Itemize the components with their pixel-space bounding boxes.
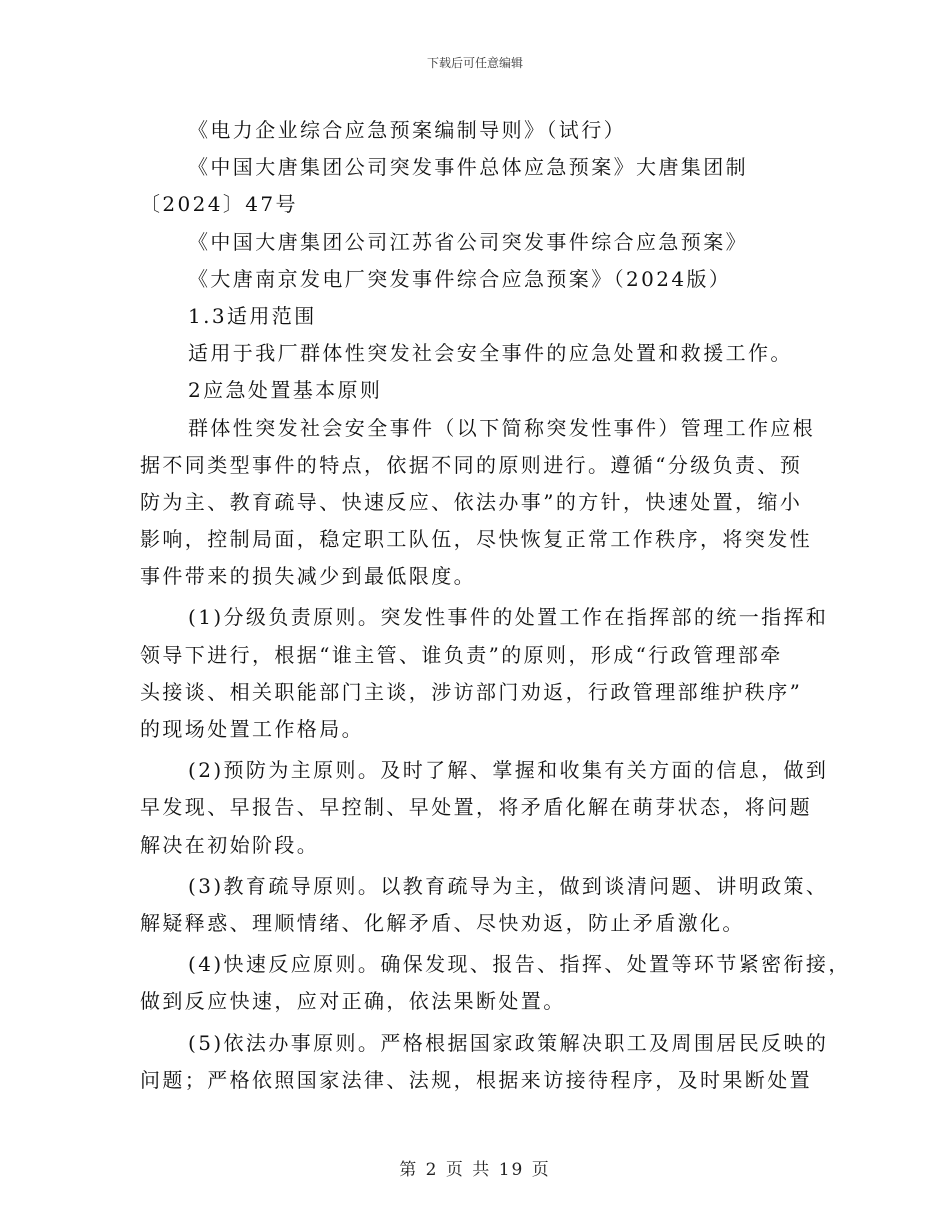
paragraph-line: 群体性突发社会安全事件（以下简称突发性事件）管理工作应根 bbox=[188, 415, 816, 440]
reference-line-continuation: 〔2024〕47号 bbox=[140, 192, 298, 217]
paragraph-line: 防为主、教育疏导、快速反应、依法办事”的方针，快速处置，缩小 bbox=[140, 489, 803, 514]
principle-line: 早发现、早报告、早控制、早处置，将矛盾化解在萌芽状态，将问题 bbox=[140, 795, 812, 820]
paragraph-line: 影响，控制局面，稳定职工队伍，尽快恢复正常工作秩序，将突发性 bbox=[140, 527, 812, 552]
principle-line: 的现场处置工作格局。 bbox=[140, 717, 364, 741]
page-footer: 第 2 页 共 19 页 bbox=[399, 1160, 551, 1180]
reference-line: 《中国大唐集团公司江苏省公司突发事件综合应急预案》 bbox=[188, 229, 748, 254]
principle-line: 领导下进行，根据“谁主管、谁负责”的原则，形成“行政管理部牵 bbox=[140, 642, 783, 667]
document-body bbox=[140, 112, 851, 1099]
principle-line: 头接谈、相关职能部门主谈，涉访部门劝返，行政管理部维护秩序” bbox=[140, 679, 803, 704]
principle-line: (4)快速反应原则。确保发现、报告、指挥、处置等环节紧密衔接， bbox=[188, 952, 851, 977]
principle-line: 做到反应快速，应对正确，依法果断处置。 bbox=[140, 989, 566, 1014]
reference-line: 《电力企业综合应急预案编制导则》（试行） bbox=[188, 118, 626, 142]
section-heading: 1.3适用范围 bbox=[188, 303, 317, 328]
reference-line: 《大唐南京发电厂突发事件综合应急预案》（2024版） bbox=[188, 266, 732, 291]
principle-line: 问题；严格依照国家法律、法规，根据来访接待程序，及时果断处置 bbox=[140, 1067, 812, 1092]
paragraph-line: 适用于我厂群体性突发社会安全事件的应急处置和救援工作。 bbox=[188, 341, 793, 366]
principle-line: 解决在初始阶段。 bbox=[140, 832, 320, 857]
paragraph-line: 据不同类型事件的特点，依据不同的原则进行。遵循“分级负责、预 bbox=[140, 452, 803, 477]
principle-line: (2)预防为主原则。及时了解、掌握和收集有关方面的信息，做到 bbox=[188, 758, 829, 783]
principle-line: (1)分级负责原则。突发性事件的处置工作在指挥部的统一指挥和 bbox=[188, 605, 829, 630]
page-header: 下载后可任意编辑 bbox=[426, 56, 523, 70]
paragraph-line: 事件带来的损失减少到最低限度。 bbox=[140, 564, 476, 589]
principle-line: 解疑释惑、理顺情绪、化解矛盾、尽快劝返，防止矛盾激化。 bbox=[140, 910, 745, 935]
principle-line: (5)依法办事原则。严格根据国家政策解决职工及周围居民反映的 bbox=[188, 1030, 829, 1055]
principle-line: (3)教育疏导原则。以教育疏导为主，做到谈清问题、讲明政策、 bbox=[188, 873, 829, 898]
reference-line: 《中国大唐集团公司突发事件总体应急预案》大唐集团制 bbox=[188, 155, 748, 180]
section-heading: 2应急处置基本原则 bbox=[188, 378, 383, 403]
